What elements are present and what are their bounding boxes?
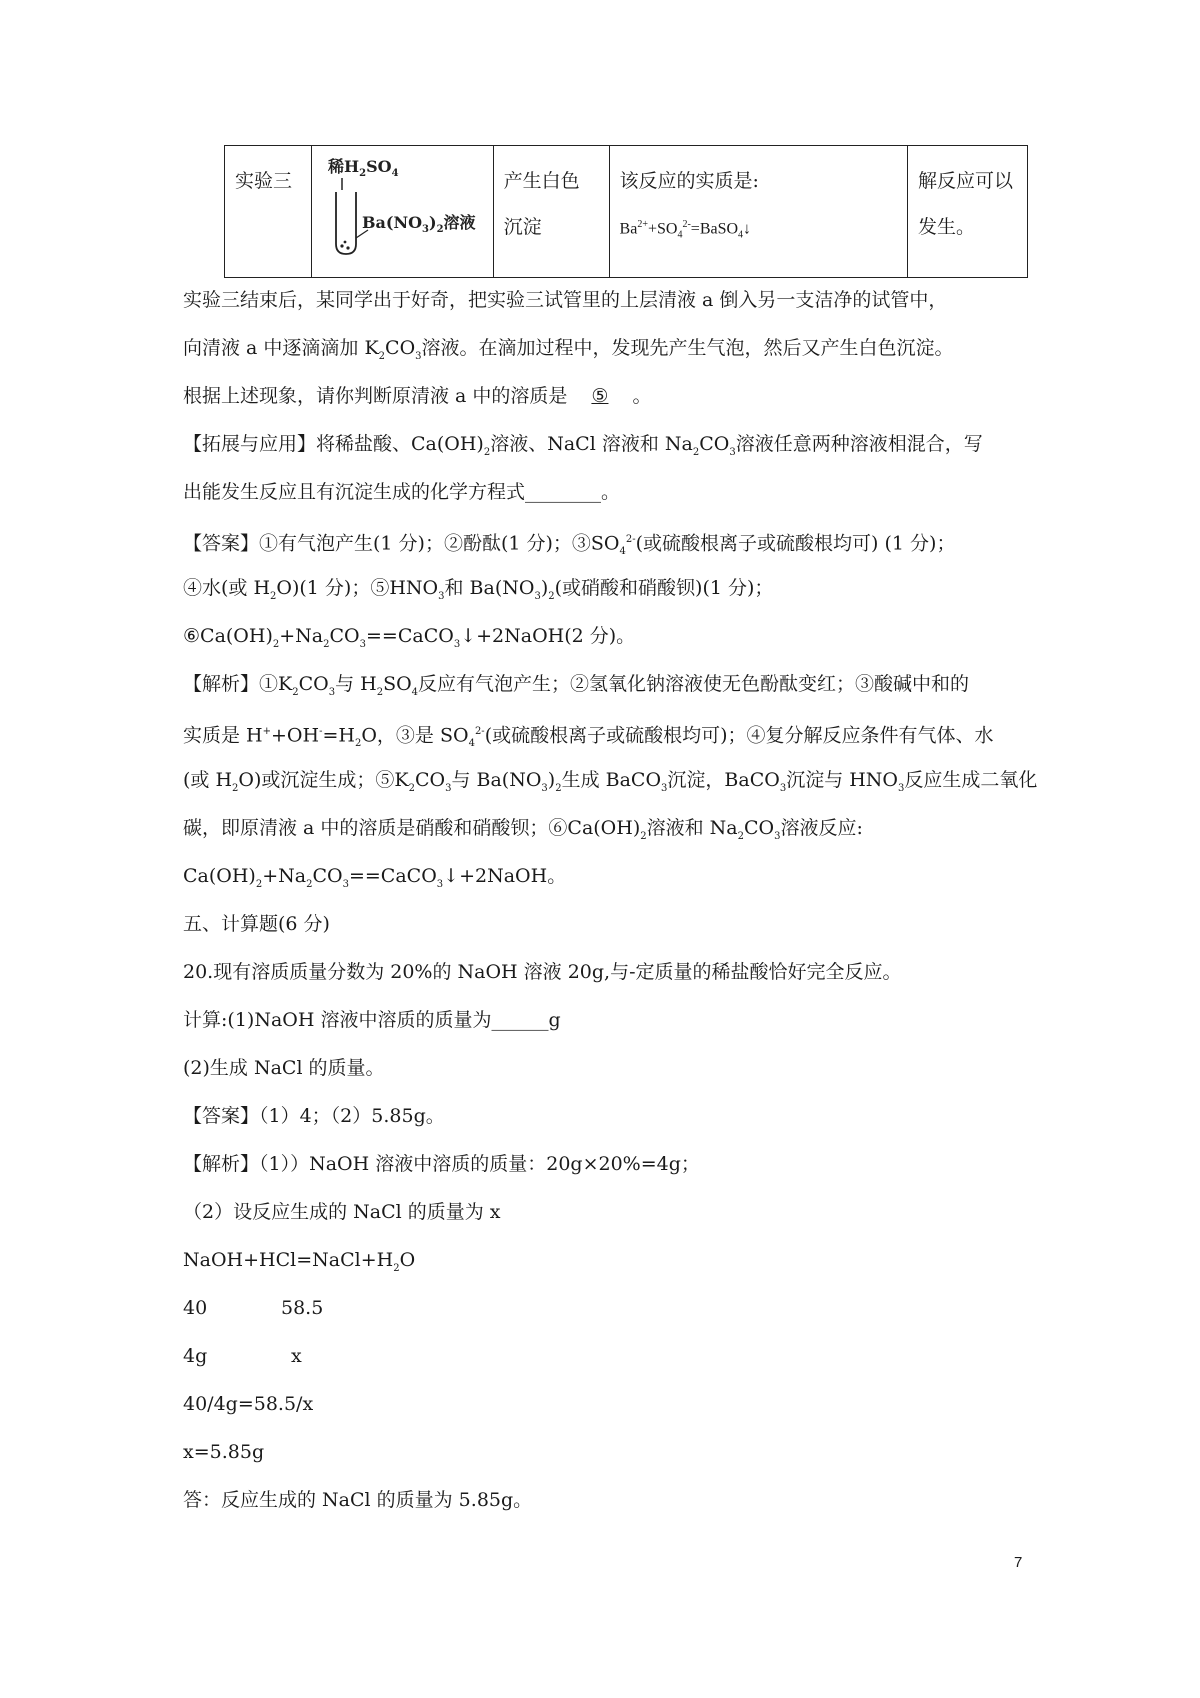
test-tube-figure bbox=[316, 152, 486, 260]
analysis-line: 【解析】（1））NaOH 溶液中溶质的质量：20g×20%=4g； bbox=[183, 1153, 700, 1175]
question-line: 20.现有溶质质量分数为 20%的 NaOH 溶液 20g,与-定质量的稀盐酸恰好完全反应。 bbox=[183, 961, 902, 983]
reagent-bottom-label: $Ba(NO_3)_2$溶液 bbox=[362, 213, 476, 235]
essence-cell bbox=[609, 146, 907, 278]
equation-line: 4g x bbox=[183, 1345, 302, 1367]
ionic-equation: $Ba^{2+}+SO_4^{2-}=BaSO_4↓$ bbox=[619, 219, 752, 241]
text-line: 根据上述现象，请你判断原清液 a 中的溶质是 ⑤ 。 bbox=[183, 385, 652, 407]
question-line: (2)生成 NaCl 的质量。 bbox=[183, 1057, 385, 1079]
analysis-line: 碳，即原清液 a 中的溶质是硝酸和硝酸钡；$⑥Ca(OH)_2$溶液和 $Na_2CO_3$溶液反应: bbox=[183, 817, 863, 842]
analysis-line: $Ca(OH)_2+Na_2CO_3==CaCO_3↓+2NaOH$。 bbox=[183, 865, 567, 890]
page-number: 7 bbox=[1014, 1554, 1023, 1571]
conclusion-cell: 解反应可以发生。 bbox=[907, 146, 1027, 278]
analysis-line: (或 $H_2O$)或沉淀生成；$⑤K_2CO_3$与 $Ba(NO_3)_2$生成 BaCO$_3$沉淀，BaCO$_3$沉淀与 $HNO_3$反应生成二氧化 bbox=[183, 769, 1038, 794]
experiment-table bbox=[224, 145, 1028, 278]
apparatus-figure bbox=[312, 146, 494, 278]
equation-line: 40/4g=58.5/x bbox=[183, 1393, 314, 1415]
text-line: 向清液 a 中逐滴滴加 $K_2CO_3$溶液。在滴加过程中，发现先产生气泡，然后又产生白色沉淀。 bbox=[183, 337, 954, 362]
table-row bbox=[225, 146, 1028, 278]
equation-line: $NaOH+HCl=NaCl+H_2O$ bbox=[183, 1249, 416, 1274]
equation-line: x=5.85g bbox=[183, 1441, 265, 1463]
answer-blank-5: ⑤ bbox=[591, 385, 609, 407]
essence-label: 该反应的实质是: bbox=[619, 170, 759, 192]
analysis-line: 实质是 $H^++OH^-=H_2O$，③是 $SO_4^{2-}$(或硫酸根离子或硫酸根均可)；④复分解反应条件有气体、水 bbox=[183, 724, 994, 750]
text-line: 出能发生反应且有沉淀生成的化学方程式________。 bbox=[183, 481, 621, 503]
text-line: 【拓展与应用】将稀盐酸、$Ca(OH)_2$溶液、NaCl 溶液和 $Na_2CO_3$溶液任意两种溶液相混合，写 bbox=[183, 433, 983, 458]
section-heading: 五、计算题(6 分) bbox=[183, 913, 330, 935]
answer-line: 答：反应生成的 NaCl 的质量为 5.85g。 bbox=[183, 1489, 533, 1511]
row-label: 实验三 bbox=[225, 146, 312, 278]
answer-line: ④水(或 $H_2O)(1$ 分)；$⑤HNO_3$和 $Ba(NO_3)_2$(或硝酸和硝酸钡)(1 分)； bbox=[183, 577, 774, 602]
answer-line: 【答案】（1）4；（2）5.85g。 bbox=[183, 1105, 445, 1127]
test-tube-icon bbox=[336, 192, 356, 254]
analysis-line: （2）设反应生成的 NaCl 的质量为 x bbox=[183, 1201, 501, 1223]
analysis-line: 【解析】$①K_2CO_3$与 $H_2SO_4$反应有气泡产生；②氢氧化钠溶液使无色酚酞变红；③酸碱中和的 bbox=[183, 673, 970, 698]
equation-line: 40 58.5 bbox=[183, 1297, 324, 1319]
reagent-top-label: 稀$H_2SO_4$ bbox=[328, 157, 399, 179]
answer-line: $⑥Ca(OH)_2+Na_2CO_3==CaCO_3↓+2NaOH(2$ 分)。 bbox=[183, 625, 636, 650]
text-line: 实验三结束后，某同学出于好奇，把实验三试管里的上层清液 a 倒入另一支洁净的试管中， bbox=[183, 289, 948, 311]
question-line: 计算:(1)NaOH 溶液中溶质的质量为______g bbox=[183, 1009, 561, 1031]
phenomenon-cell: 产生白色沉淀 bbox=[493, 146, 609, 278]
answer-line: 【答案】①有气泡产生(1 分)；②酚酞(1 分)；$③SO_4^{2-}$(或硫酸根离子或硫酸根均可) (1 分)； bbox=[183, 532, 956, 558]
